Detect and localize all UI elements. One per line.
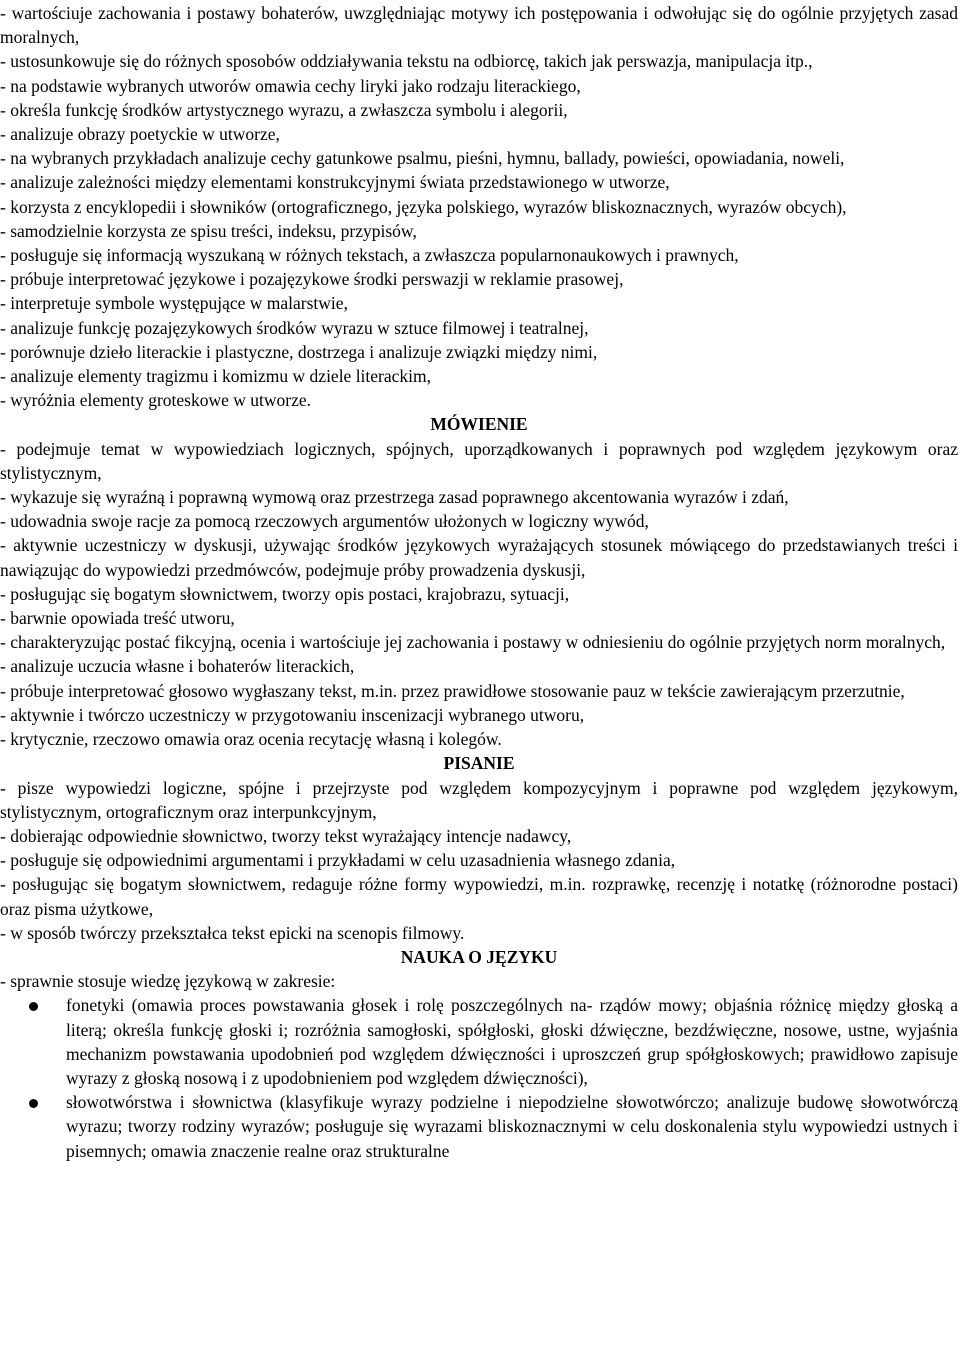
bullet-text: słowotwórstwa i słownictwa (klasyfikuje wyrazy podzielne i niepodzielne słowotwórczo; analizuje budowę słowotwórczą wyrazu; tworzy rodziny wyrazów; posługuje się wyrazami bliskoznacznymi w celu doskonalenia stylu wypowiedzi ustnych i pisemnych; omawia znaczenie realne oraz strukturalne [66,1092,958,1161]
list-item: - posługując się bogatym słownictwem, redaguje różne formy wypowiedzi, m.in. rozprawkę, recenzję i notatkę (różnorodne postaci) oraz pisma użytkowe, [0,874,958,919]
list-item: - na podstawie wybranych utworów omawia cechy liryki jako rodzaju literackiego, [0,75,581,96]
writing-requirements-list [0,776,958,945]
list-item: - korzysta z encyklopedii i słowników (ortograficznego, języka polskiego, wyrazów bliskoznacznych, wyrazów obcych), [0,196,847,217]
list-item: - analizuje funkcję pozajęzykowych środków wyrazu w sztuce filmowej i teatralnej, [0,317,589,338]
bullet-dot-icon [29,1099,38,1108]
list-item: - wartościuje zachowania i postawy bohaterów, uwzględniając motywy ich postępowania i odwołując się do ogólnie przyjętych zasad moralnych, [0,3,958,48]
list-item: - w sposób twórczy przekształca tekst epicki na scenopis filmowy. [0,922,465,943]
list-item: - analizuje obrazy poetyckie w utworze, [0,124,280,145]
list-item: - próbuje interpretować językowe i pozajęzykowe środki perswazji w reklamie prasowej, [0,269,624,290]
list-item: - wyróżnia elementy groteskowe w utworze. [0,390,312,411]
list-item: - aktywnie i twórczo uczestniczy w przygotowaniu inscenizacji wybranego utworu, [0,704,585,725]
section-heading-writing: PISANIE [443,753,515,774]
reading-requirements-list [0,1,958,412]
list-item: - analizuje elementy tragizmu i komizmu w dziele literackim, [0,366,432,387]
list-item: - próbuje interpretować głosowo wygłaszany tekst, m.in. przez prawidłowe stosowanie pauz w tekście zawierającym przerzutnie, [0,680,905,701]
bullet-dot-icon [29,1002,38,1011]
list-item: - określa funkcję środków artystycznego wyrazu, a zwłaszcza symbolu i alegorii, [0,99,568,120]
list-item: - aktywnie uczestniczy w dyskusji, używając środków językowych wyrażających stosunek mówiącego do przedstawianych treści i nawiązując do wypowiedzi przedmówców, podejmuje próby prowadzenia dyskusji, [0,535,958,580]
bullet-item [0,1090,958,1163]
list-item: - udowadnia swoje racje za pomocą rzeczowych argumentów ułożonych w logiczny wywód, [0,511,649,532]
list-item: - ustosunkowuje się do różnych sposobów oddziaływania tekstu na odbiorcę, takich jak perswazja, manipulacja itp., [0,51,813,72]
list-item: - wykazuje się wyraźną i poprawną wymową oraz przestrzega zasad poprawnego akcentowania wyrazów i zdań, [0,487,789,508]
language-bullet-list [0,993,958,1162]
list-item: - charakteryzując postać fikcyjną, ocenia i wartościuje jej zachowania i postawy w odniesieniu do ogólnie przyjętych norm moralnych, [0,632,946,653]
list-item: - krytycznie, rzeczowo omawia oraz ocenia recytację własną i kolegów. [0,729,502,750]
list-item: - analizuje uczucia własne i bohaterów literackich, [0,656,355,677]
list-item: - analizuje zależności między elementami konstrukcyjnymi świata przedstawionego w utworze, [0,172,670,193]
list-item: - posługuje się odpowiednimi argumentami i przykładami w celu uzasadnienia własnego zdania, [0,850,676,871]
list-item: - pisze wypowiedzi logiczne, spójne i przejrzyste pod względem kompozycyjnym i poprawne pod względem językowym, stylistycznym, ortograficznym oraz interpunkcyjnym, [0,777,958,822]
section-heading-speaking: MÓWIENIE [430,414,528,435]
bullet-item [0,993,958,1090]
speaking-requirements-list [0,437,958,752]
list-item: - dobierając odpowiednie słownictwo, tworzy tekst wyrażający intencje nadawcy, [0,825,572,846]
list-item: - samodzielnie korzysta ze spisu treści, indeksu, przypisów, [0,220,417,241]
list-item: - barwnie opowiada treść utworu, [0,608,235,629]
list-item: - podejmuje temat w wypowiedziach logicznych, spójnych, uporządkowanych i poprawnych pod względem językowym oraz stylistycznym, [0,438,958,483]
bullet-text: fonetyki (omawia proces powstawania głosek i rolę poszczególnych na- rządów mowy; objaśnia różnicę między głoską a literą; określa funkcję głoski i; rozróżnia samogłoski, spółgłoski, głoski dźwięczne, bezdźwięczne, nosowe, ustne, wyjaśnia mechanizm powstawania upodobnień pod względem dźwięczności i uproszczeń grup spółgłoskowych; prawidłowo zapisuje wyrazy z głoską nosową i z upodobnieniem pod względem dźwięczności), [66,995,958,1088]
section-heading-language: NAUKA O JĘZYKU [400,946,558,967]
language-intro: - sprawnie stosuje wiedzę językową w zakresie: [0,971,336,992]
list-item: - posługując się bogatym słownictwem, tworzy opis postaci, krajobrazu, sytuacji, [0,583,570,604]
document-page [0,1,958,1163]
list-item: - na wybranych przykładach analizuje cechy gatunkowe psalmu, pieśni, hymnu, ballady, powieści, opowiadania, noweli, [0,148,845,169]
list-item: - interpretuje symbole występujące w malarstwie, [0,293,348,314]
list-item: - posługuje się informacją wyszukaną w różnych tekstach, a zwłaszcza popularnonaukowych i prawnych, [0,245,739,266]
list-item: - porównuje dzieło literackie i plastyczne, dostrzega i analizuje związki między nimi, [0,341,598,362]
